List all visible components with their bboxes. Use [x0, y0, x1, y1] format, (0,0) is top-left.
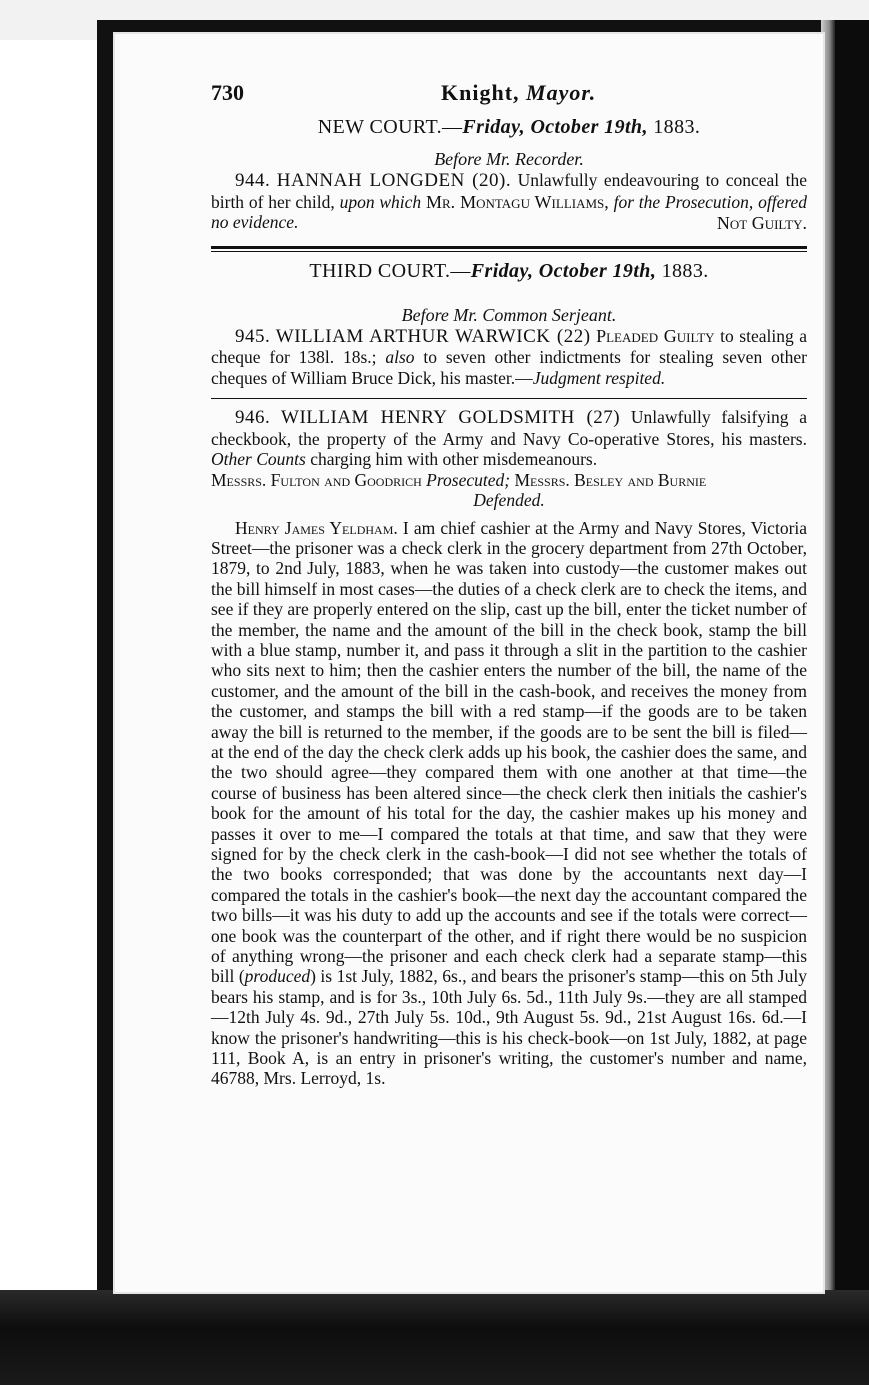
- case-text: Unlawfully endeavouring to conceal the birth of her child,: [211, 170, 808, 212]
- defended-label: Defended.: [473, 489, 545, 510]
- verdict: Not Guilty.: [716, 212, 807, 233]
- case-text-italic: Other Counts: [211, 449, 306, 469]
- case-number: 944.: [235, 170, 271, 191]
- witness-name: Henry James Yeldham.: [235, 517, 398, 538]
- witness-testimony: [211, 518, 807, 1089]
- defence-counsel: Messrs. Besley and Burnie: [514, 469, 707, 490]
- case-text: Unlawfully falsifying a checkbook, the property of the Army and Navy Co-operative Stores, his masters.: [211, 407, 807, 449]
- case-number: 946.: [235, 407, 271, 428]
- outcome: Judgment respited.: [532, 367, 666, 388]
- testimony-italic: produced: [244, 966, 311, 987]
- case-text-italic: upon which: [339, 191, 422, 212]
- new-court-before: Before Mr. Recorder.: [434, 149, 584, 169]
- plea: Pleaded Guilty: [596, 325, 715, 346]
- court-year: 1883.: [653, 116, 701, 138]
- scan-bottom-shadow: [0, 1290, 869, 1385]
- court-date: October 19th,: [538, 259, 657, 282]
- case-945: [211, 326, 807, 389]
- case-number: 945.: [235, 325, 271, 347]
- section-divider: [211, 246, 807, 252]
- header-mayor: Mayor.: [526, 80, 597, 105]
- case-text: to seven other indictments for stealing seven other cheques of William Bruce Dick, his master.—: [211, 347, 807, 388]
- third-court-heading: [211, 260, 807, 283]
- counsel-name: Mr. Montagu Williams,: [426, 191, 609, 212]
- court-day: Friday,: [470, 259, 534, 282]
- third-court-before: Before Mr. Common Serjeant.: [401, 304, 617, 325]
- running-header: [211, 80, 807, 110]
- court-day: Friday,: [462, 116, 526, 138]
- case-text: charging him with other misdemeanours.: [310, 449, 598, 469]
- case-text-italic: also: [385, 347, 415, 367]
- header-name: Knight,: [441, 80, 520, 105]
- defendant-name: WILLIAM HENRY GOLDSMITH (27): [281, 407, 621, 428]
- document-page: [113, 32, 825, 1294]
- case-divider: [211, 398, 807, 399]
- page-number: 730: [211, 80, 244, 105]
- court-date: October 19th,: [530, 116, 648, 138]
- page-content: [211, 80, 807, 1089]
- court-name: NEW COURT.—: [317, 116, 463, 138]
- case-text: to stealing a cheque for 138l. 18s.;: [211, 325, 808, 367]
- testimony-text: I am chief cashier at the Army and Navy Stores, Victoria Street—the prisoner was a check clerk in the grocery department from 27th October, 1879, to 2nd July, 1883, when he was taken into custody—the customer makes out the bill himself in most cases—the duties of a check clerk are to check the items, and see if they are properly entered on the slip, cast up the bill, enter the ticket number of the member, the name and the amount of the bill in the check book, stamp the bill with a blue stamp, number it, and pass it through a slit in the partition to the cashier who sits next to him; then the cashier enters the number of the bill, the name of the customer, and the amount of the bill in the cash-book, and receives the money from the customer, and stamps the bill with a red stamp—if the goods are to be taken away the bill is returned to the member, if the goods are to be sent the bill is filed—at the end of the day the check clerk adds up his book, the cashier does the same, and the two should agree—they compared them with one another at that time—the course of business has been altered since—the check clerk then initials the cashier's book for the amount of his total for the day, the cashier makes up his money and passes it over to me—I compared the totals at that time, and saw that they were signed for by the check clerk in the cash-book—I did not see whether the totals of the two books corresponded; that was done by the accountants next day—I compared the totals in the cashier's book—the next day the accountant compared the two bills—it was his duty to add up the accounts and see if the totals were correct—one book was the counterpart of the other, and if right there would be no suspicion of anything wrong—the prisoner and each check clerk had a separate stamp—this bill (: [211, 517, 808, 987]
- header-title: [441, 80, 596, 106]
- court-year: 1883.: [661, 259, 709, 282]
- defendant-name: WILLIAM ARTHUR WARWICK (22): [275, 325, 591, 347]
- case-text-italic: for the Prosecution, offered no evidence.: [211, 191, 808, 232]
- new-court-heading: [211, 116, 807, 139]
- counsel-line: [211, 470, 807, 490]
- prosecution-counsel: Messrs. Fulton and Goodrich: [211, 469, 422, 490]
- defendant-name: HANNAH LONGDEN (20).: [276, 170, 512, 191]
- prosecuted-label: Prosecuted;: [426, 469, 511, 490]
- book-binding: [835, 20, 869, 1310]
- court-name: THIRD COURT.—: [309, 259, 471, 282]
- case-946: [211, 407, 807, 470]
- testimony-text: ) is 1st July, 1882, 6s., and bears the prisoner's stamp—this on 5th July bears his stamp, and is for 3s., 10th July 6s. 5d., 11th July 9s.—they are all stamped—12th July 4s. 9d., 27th July 5s. 10d., 9th August 5s. 9d., 21st August 16s. 6d.—I know the prisoner's handwriting—this is his check-book—on 1st July, 1882, at page 111, Book A, is an entry in prisoner's writing, the customer's number and name, 46788, Mrs. Lerroyd, 1s.: [211, 966, 807, 1089]
